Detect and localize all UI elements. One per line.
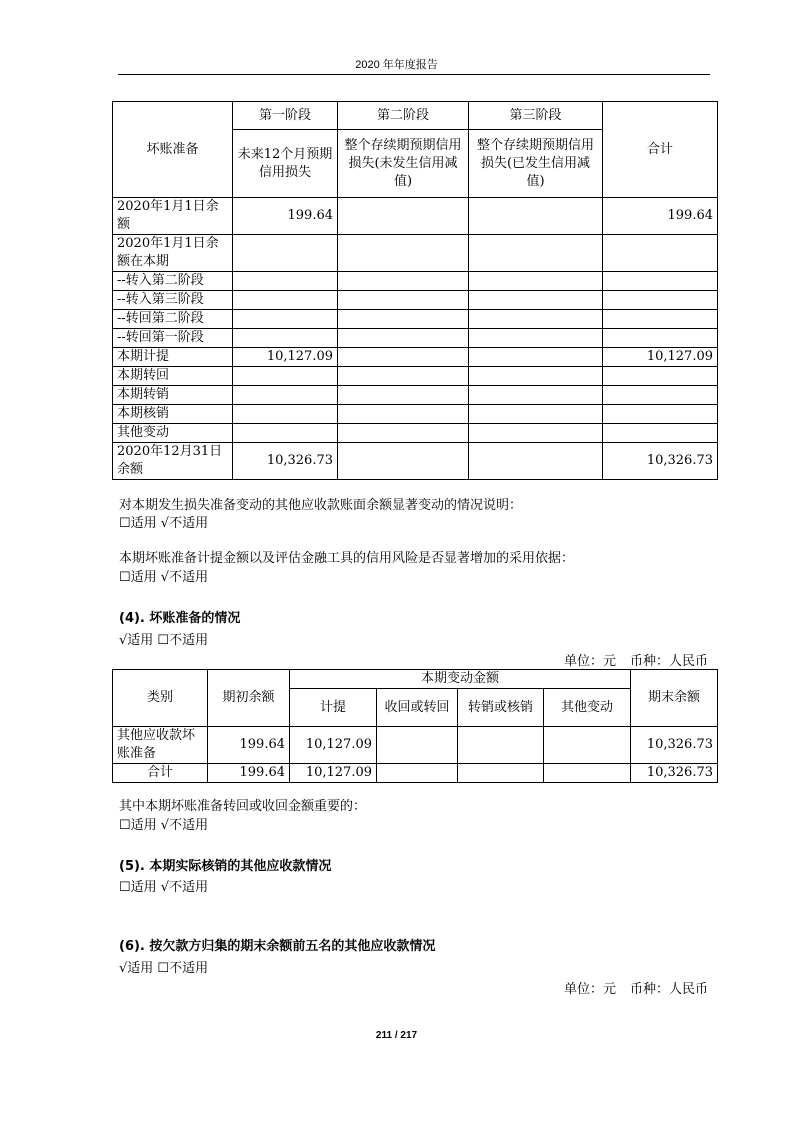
table-row xyxy=(113,329,718,348)
category-header: 类别 xyxy=(113,670,208,727)
writeoff-header: 转销或核销 xyxy=(458,689,544,727)
total-value xyxy=(603,329,718,348)
total-value: 10,127.09 xyxy=(603,348,718,367)
total-value xyxy=(603,386,718,405)
stage2-value xyxy=(338,235,469,272)
stage1-value xyxy=(233,424,338,443)
stage3-value xyxy=(469,329,603,348)
stage1-value: 199.64 xyxy=(233,198,338,235)
stage2-value xyxy=(338,272,469,291)
bad-debt-provision-table xyxy=(112,669,718,783)
section4-title: (4). 坏账准备的情况 xyxy=(119,611,241,626)
stage2-value xyxy=(338,291,469,310)
stage3-value xyxy=(469,272,603,291)
stage1-header: 第一阶段 xyxy=(233,102,338,130)
stage1-value: 10,326.73 xyxy=(233,443,338,480)
total-value xyxy=(603,424,718,443)
stage3-value xyxy=(469,198,603,235)
closing-value: 10,326.73 xyxy=(631,727,718,764)
section6-unit-line xyxy=(550,978,708,997)
row-label: 其他变动 xyxy=(113,424,233,443)
stage3-value xyxy=(469,235,603,272)
table-row xyxy=(113,310,718,329)
note1-text: 对本期发生损失准备变动的其他应收款账面余额显著变动的情况说明： xyxy=(119,498,523,513)
unit-label: 单位：元 xyxy=(563,982,616,997)
total-value xyxy=(603,291,718,310)
opening-value: 199.64 xyxy=(208,727,290,764)
recovered-header: 收回或转回 xyxy=(377,689,458,727)
total-header: 合计 xyxy=(603,102,718,198)
stage2-value xyxy=(338,367,469,386)
note1-option: ☐适用 √不适用 xyxy=(119,516,209,531)
other-header: 其他变动 xyxy=(544,689,631,727)
stage2-value xyxy=(338,386,469,405)
stage1-subheader: 未来12个月预期信用损失 xyxy=(233,130,338,198)
row-label: 本期核销 xyxy=(113,405,233,424)
total-value xyxy=(603,235,718,272)
currency-label: 币种：人民币 xyxy=(629,654,708,669)
row-label: --转回第一阶段 xyxy=(113,329,233,348)
table-row xyxy=(113,291,718,310)
other-value xyxy=(544,764,631,783)
stage2-value xyxy=(338,405,469,424)
stage1-value xyxy=(233,291,338,310)
table-row xyxy=(113,764,718,783)
row-label: 其他应收款坏账准备 xyxy=(113,727,208,764)
stage1-value xyxy=(233,367,338,386)
row-label: --转入第三阶段 xyxy=(113,291,233,310)
table-row xyxy=(113,235,718,272)
table-row xyxy=(113,198,718,235)
stage3-header: 第三阶段 xyxy=(469,102,603,130)
recovered-value xyxy=(377,764,458,783)
corner-header: 坏账准备 xyxy=(113,102,233,198)
section6-option: √适用 ☐不适用 xyxy=(119,961,209,976)
currency-label: 币种：人民币 xyxy=(629,982,708,997)
provision-header: 计提 xyxy=(290,689,377,727)
section6-title: (6). 按欠款方归集的期末余额前五名的其他应收款情况 xyxy=(119,939,436,954)
stage2-value xyxy=(338,329,469,348)
stage1-value xyxy=(233,272,338,291)
provision-value: 10,127.09 xyxy=(290,764,377,783)
table-row xyxy=(113,348,718,367)
stage2-value xyxy=(338,310,469,329)
section5-option: ☐适用 √不适用 xyxy=(119,880,209,895)
row-label: 2020年12月31日余额 xyxy=(113,443,233,480)
stage2-header: 第二阶段 xyxy=(338,102,469,130)
writeoff-value xyxy=(458,727,544,764)
row-label: 合计 xyxy=(113,764,208,783)
total-value xyxy=(603,310,718,329)
stage1-value: 10,127.09 xyxy=(233,348,338,367)
stage3-value xyxy=(469,367,603,386)
note2-text: 本期坏账准备计提金额以及评估金融工具的信用风险是否显著增加的采用依据： xyxy=(119,551,575,566)
stage2-subheader: 整个存续期预期信用损失(未发生信用减值) xyxy=(338,130,469,198)
row-label: 本期转回 xyxy=(113,367,233,386)
row-label: --转回第二阶段 xyxy=(113,310,233,329)
total-value: 10,326.73 xyxy=(603,443,718,480)
table-row xyxy=(113,367,718,386)
section4-unit-line xyxy=(550,650,708,669)
other-value xyxy=(544,727,631,764)
stage1-value xyxy=(233,329,338,348)
table-row xyxy=(113,405,718,424)
note2-option: ☐适用 √不适用 xyxy=(119,570,209,585)
table-row xyxy=(113,727,718,764)
stage3-subheader: 整个存续期预期信用损失(已发生信用减值) xyxy=(469,130,603,198)
stage3-value xyxy=(469,386,603,405)
page-header: 2020 年年度报告 xyxy=(355,59,438,71)
table-row xyxy=(113,386,718,405)
opening-value: 199.64 xyxy=(208,764,290,783)
row-label: --转入第二阶段 xyxy=(113,272,233,291)
section5-title: (5). 本期实际核销的其他应收款情况 xyxy=(119,859,332,874)
opening-header: 期初余额 xyxy=(208,670,290,727)
stage1-value xyxy=(233,310,338,329)
row-label: 2020年1月1日余额 xyxy=(113,198,233,235)
table-row xyxy=(113,424,718,443)
section4-option: √适用 ☐不适用 xyxy=(119,633,209,648)
row-label: 本期转销 xyxy=(113,386,233,405)
bad-debt-stage-table xyxy=(112,101,718,480)
note3-option: ☐适用 √不适用 xyxy=(119,818,209,833)
stage3-value xyxy=(469,291,603,310)
stage3-value xyxy=(469,405,603,424)
total-value xyxy=(603,405,718,424)
recovered-value xyxy=(377,727,458,764)
stage3-value xyxy=(469,424,603,443)
writeoff-value xyxy=(458,764,544,783)
stage3-value xyxy=(469,310,603,329)
total-value xyxy=(603,272,718,291)
row-label: 本期计提 xyxy=(113,348,233,367)
table-row xyxy=(113,272,718,291)
closing-value: 10,326.73 xyxy=(631,764,718,783)
stage1-value xyxy=(233,235,338,272)
header-rule xyxy=(118,74,710,75)
total-value xyxy=(603,367,718,386)
unit-label: 单位：元 xyxy=(563,654,616,669)
stage2-value xyxy=(338,443,469,480)
stage3-value xyxy=(469,348,603,367)
stage3-value xyxy=(469,443,603,480)
stage2-value xyxy=(338,198,469,235)
stage2-value xyxy=(338,348,469,367)
stage1-value xyxy=(233,386,338,405)
change-header: 本期变动金额 xyxy=(290,670,631,689)
provision-value: 10,127.09 xyxy=(290,727,377,764)
table-row xyxy=(113,443,718,480)
stage2-value xyxy=(338,424,469,443)
page-number: 211 / 217 xyxy=(375,1030,418,1041)
row-label: 2020年1月1日余额在本期 xyxy=(113,235,233,272)
stage1-value xyxy=(233,405,338,424)
closing-header: 期末余额 xyxy=(631,670,718,727)
note3-text: 其中本期坏账准备转回或收回金额重要的： xyxy=(119,799,367,814)
total-value: 199.64 xyxy=(603,198,718,235)
